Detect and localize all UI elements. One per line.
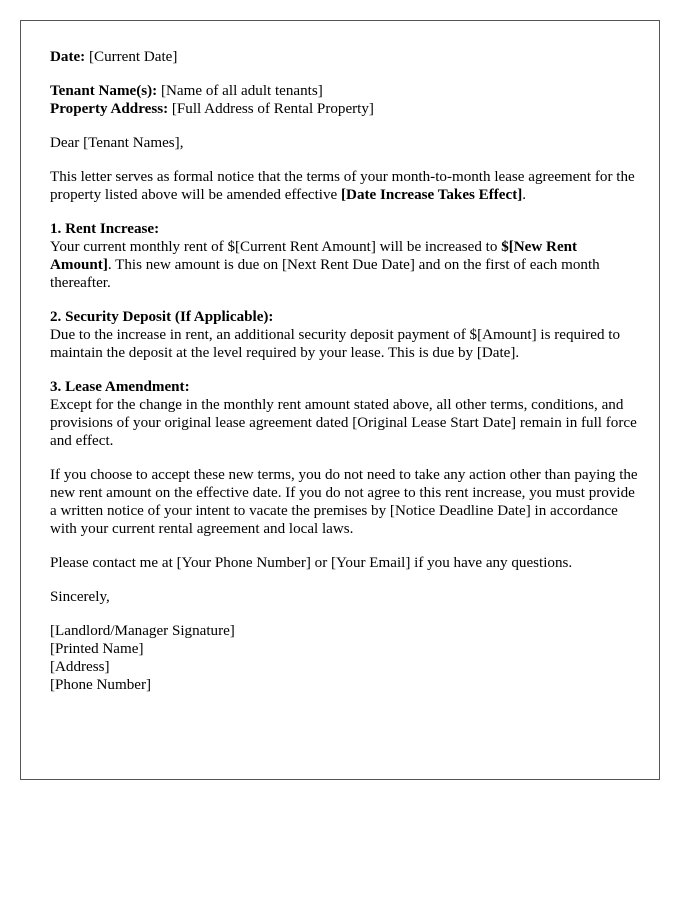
tenant-label: Tenant Name(s): [50,83,158,99]
closing: Sincerely, [50,589,110,605]
address-line-signature: [Address] [50,659,110,675]
header-block [50,82,640,118]
section-heading: 1. Rent Increase: [50,221,160,237]
acceptance-paragraph: If you choose to accept these new terms, you do not need to take any action other than paying the new rent amount on the effective date. If you do not agree to this rent increase, you must provide a written notice of your intent to vacate the premises by [Notice Deadline Date] in accordance with your current rental agreement and local laws. [50,467,638,537]
intro-text: This letter serves as formal notice that the terms of your month-to-month lease agreement for the property listed above will be amended effective [50,169,635,203]
contact-paragraph: Please contact me at [Your Phone Number] or [Your Email] if you have any questions. [50,555,573,571]
date-line [50,48,640,66]
letter-body [50,48,640,694]
address-label: Property Address: [50,101,169,117]
new-rent-amount: $[New Rent Amount] [50,239,578,273]
date-value: [Current Date] [88,49,178,65]
section-lease-amendment [50,378,640,450]
intro-paragraph [50,168,640,204]
tenant-line [50,82,640,100]
phone-number-line: [Phone Number] [50,677,152,693]
address-line [50,100,640,118]
section-heading: 3. Lease Amendment: [50,379,190,395]
section-rent-increase [50,220,640,292]
section-text: Due to the increase in rent, an additional security deposit payment of $[Amount] is required to maintain the deposit at the level required by your lease. This is due by [Date]. [50,327,621,361]
date-label: Date: [50,49,86,65]
printed-name-line: [Printed Name] [50,641,144,657]
signature-block [50,622,640,694]
letter-page [20,20,660,780]
section-text: Your current monthly rent of $[Current Rent Amount] will be increased to [50,239,498,255]
section-text: Except for the change in the monthly rent amount stated above, all other terms, conditions, and provisions of your original lease agreement dated [Original Lease Start Date] remain in full force and effect. [50,397,637,449]
intro-end: . [522,187,527,203]
intro-effective-date: [Date Increase Takes Effect] [341,187,523,203]
salutation: Dear [Tenant Names], [50,135,184,151]
tenant-value: [Name of all adult tenants] [160,83,323,99]
section-security-deposit [50,308,640,362]
signature-line: [Landlord/Manager Signature] [50,623,235,639]
address-value: [Full Address of Rental Property] [171,101,374,117]
section-text-after: . This new amount is due on [Next Rent Due Date] and on the first of each month thereafter. [50,257,600,291]
section-heading: 2. Security Deposit (If Applicable): [50,309,274,325]
